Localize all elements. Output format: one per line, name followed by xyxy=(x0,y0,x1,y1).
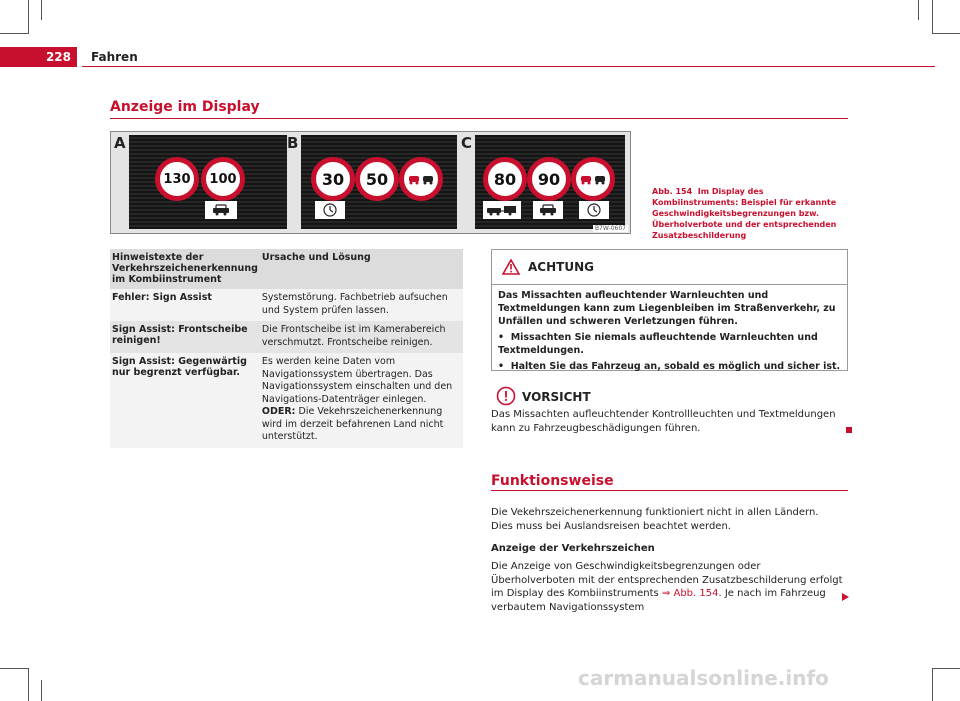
crop-mark xyxy=(0,33,28,34)
figure-caption xyxy=(652,186,847,241)
table-cell-message: Sign Assist: Frontscheibe reinigen! xyxy=(110,321,260,353)
end-marker xyxy=(846,427,852,433)
panel-letter-c: C xyxy=(461,134,473,152)
chapter-title: Fahren xyxy=(91,50,138,64)
table-cell-solution xyxy=(260,353,463,448)
function-intro: Die Vekehrszeichenerkennung funktioniert nicht in allen Ländern. Dies muss bei Auslandsreisen beachtet werden. xyxy=(491,507,819,532)
crop-mark xyxy=(932,668,960,669)
figure-link[interactable]: ⇒ Abb. 154 xyxy=(661,588,719,599)
table-row xyxy=(110,353,463,448)
caution-text: Das Missachten aufleuchtender Kontrollleuchten und Textmeldungen kann zu Fahrzeugbeschädigungen führen. xyxy=(491,409,836,434)
speed-limit-sign: 100 xyxy=(201,157,245,201)
no-overtaking-sign-icon xyxy=(399,157,443,201)
watermark: carmanualsonline.info xyxy=(578,666,829,690)
warning-body xyxy=(492,285,847,380)
clock-plate-icon xyxy=(315,201,345,219)
solution-text: Es werden keine Daten vom Navigationssystem übertragen. Das Navigationssystem einschalten und den Navigations-Datenträger einlegen. xyxy=(261,356,453,405)
figure-display-examples xyxy=(110,131,631,234)
table-row xyxy=(110,289,463,321)
no-overtaking-sign-icon xyxy=(571,157,615,201)
warning-box xyxy=(491,249,848,371)
crop-mark xyxy=(932,0,933,34)
car-plate-icon xyxy=(205,201,237,219)
section-title-function: Funktionsweise xyxy=(491,473,614,489)
crop-mark xyxy=(28,0,29,34)
section-title-display: Anzeige im Display xyxy=(110,99,260,115)
crop-mark xyxy=(28,668,29,701)
crop-mark xyxy=(41,0,42,20)
display-panel-c xyxy=(475,135,625,229)
table-cell-message: Fehler: Sign Assist xyxy=(110,289,260,321)
speed-limit-sign: 80 xyxy=(483,157,527,201)
header-rule xyxy=(82,66,935,67)
solution-text: Die Vekehrszeichenerkennung wird im derzeit befahrenen Land nicht unterstützt. xyxy=(261,406,444,442)
warning-bullet: • Halten Sie das Fahrzeug an, sobald es möglich und sicher ist. xyxy=(498,361,841,372)
table-header: Ursache und Lösung xyxy=(260,249,463,289)
speed-limit-sign: 130 xyxy=(155,157,199,201)
speed-limit-sign: 90 xyxy=(527,157,571,201)
panel-letter-b: B xyxy=(287,134,299,152)
speed-limit-sign: 50 xyxy=(355,157,399,201)
table-header: Hinweistexte der Verkehrszeichenerkennung im Kombiinstrument xyxy=(110,249,260,289)
panel-letter-a: A xyxy=(114,134,126,152)
figure-code: B7W-0607 xyxy=(594,225,626,232)
caption-text: Im Display des Kombiinstruments: Beispiel für erkannte Geschwindigkeitsbegrenzungen bzw. Überholverbote und der entsprechenden Zusatzbeschilderung xyxy=(652,187,837,240)
crop-mark xyxy=(932,668,933,701)
continue-arrow-icon xyxy=(840,587,850,606)
section-rule xyxy=(491,490,848,491)
table-cell-solution: Systemstörung. Fachbetrieb aufsuchen und System prüfen lassen. xyxy=(260,289,463,321)
crop-mark xyxy=(918,0,919,20)
display-panel-b xyxy=(301,135,457,229)
trailer-plate-icon xyxy=(483,201,521,219)
function-paragraph: Die Anzeige von Geschwindigkeitsbegrenzungen oder Überholverboten mit der entsprechenden Zusatzbeschilderung erfolgt im Display des Kombiinstruments ⇒ Abb. 154. Je nach im Fahrzeug verbautem Navigationssystem xyxy=(491,561,843,613)
message-table xyxy=(110,249,463,448)
warning-text: Das Missachten aufleuchtender Warnleuchten und Textmeldungen kann zum Liegenbleiben im Straßenverkehr, zu Unfällen und schweren Verletzungen führen. xyxy=(498,290,836,327)
table-row xyxy=(110,321,463,353)
display-panel-a xyxy=(129,135,287,229)
crop-mark xyxy=(41,680,42,701)
caption-label: Abb. 154 xyxy=(652,187,693,196)
crop-mark xyxy=(932,33,960,34)
clock-plate-icon xyxy=(579,201,609,219)
warning-header xyxy=(492,250,847,285)
or-label: ODER: xyxy=(261,406,296,417)
warning-bullet: • Missachten Sie niemals aufleuchtende Warnleuchten und Textmeldungen. xyxy=(498,332,818,356)
section-rule xyxy=(110,118,848,119)
car-plate-icon xyxy=(533,201,563,219)
caution-title: VORSICHT xyxy=(522,390,591,404)
page-number: 228 xyxy=(0,47,77,67)
subheading: Anzeige der Verkehrszeichen xyxy=(491,543,655,554)
caution-icon xyxy=(496,386,516,410)
speed-limit-sign: 30 xyxy=(311,157,355,201)
table-cell-solution: Die Frontscheibe ist im Kamerabereich verschmutzt. Frontscheibe reinigen. xyxy=(260,321,463,353)
crop-mark xyxy=(0,668,28,669)
table-cell-message: Sign Assist: Gegenwärtig nur begrenzt verfügbar. xyxy=(110,353,260,448)
warning-title: ACHTUNG xyxy=(528,260,594,274)
warning-triangle-icon xyxy=(502,259,520,275)
